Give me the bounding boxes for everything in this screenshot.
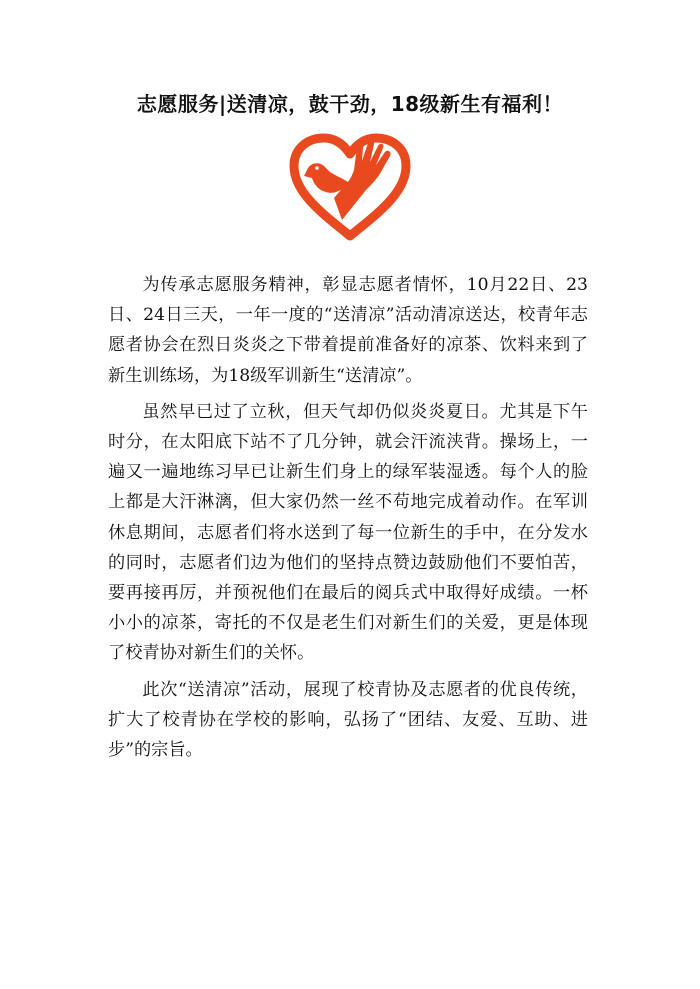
paragraph-2: 虽然早已过了立秋，但天气却仍似炎炎夏日。尤其是下午时分，在太阳底下站不了几分钟，就会汗流浃背。操场上，一遍又一遍地练习早已让新生们身上的绿军装湿透。每个人的脸上都是大汗淋漓，但大家仍然一丝不苟地完成着动作。在军训休息期间，志愿者们将水送到了每一位新生的手中，在分发水的同时，志愿者们边为他们的坚持点赞边鼓励他们不要怕苦，要再接再厉，并预祝他们在最后的阅兵式中取得好成绩。一杯小小的凉茶，寄托的不仅是老生们对新生们的关爱，更是体现了校青协对新生们的关怀。: [108, 401, 588, 664]
paragraph-3: 此次“送清凉”活动，展现了校青协及志愿者的优良传统，扩大了校青协在学校的影响，弘扬了“团结、友爱、互助、进步”的宗旨。: [108, 679, 588, 761]
paragraph-1: 为传承志愿服务精神，彰显志愿者情怀，10月22日、23日、24日三天，一年一度的“送清凉”活动清凉送达，校青年志愿者协会在烈日炎炎之下带着提前准备好的凉茶、饮料来到了新生训练场，为18级军训新生“送清凉”。: [108, 275, 588, 386]
document-body: [108, 270, 588, 771]
volunteer-logo-icon: [286, 132, 416, 242]
volunteer-heart-icon: [286, 132, 416, 242]
document-title: 志愿服务|送清凉，鼓干劲，18级新生有福利！: [136, 92, 564, 116]
